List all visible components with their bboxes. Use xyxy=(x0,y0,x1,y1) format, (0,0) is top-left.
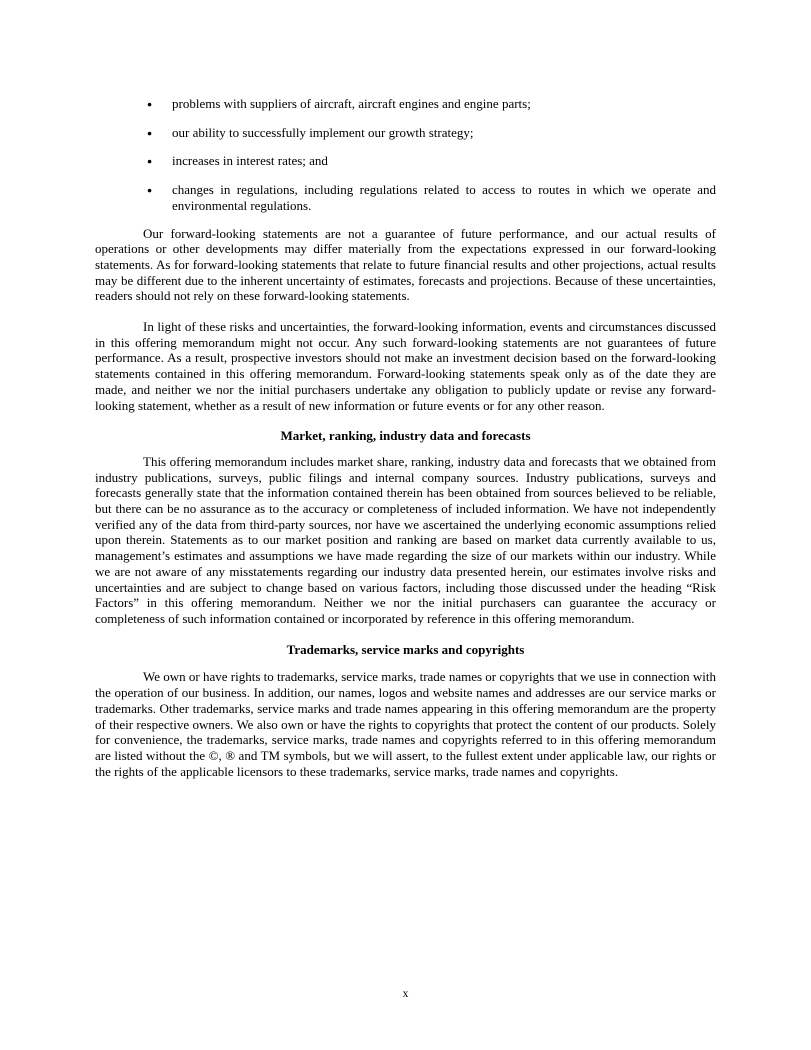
bullet-icon: ● xyxy=(147,99,153,109)
bullet-icon: ● xyxy=(147,156,153,167)
bullet-icon: ● xyxy=(147,185,153,196)
paragraph-market-ranking: This offering memorandum includes market share, ranking, industry data and forecasts that we obtained from industry publications, surveys, public filings and internal company sources. Industry publications, surveys and forecasts generally state that the information contained therein has been obtained from sources believed to be reliable, but there can be no assurance as to the accuracy or completeness of included information. We have not independently verified any of the data from third-party sources, nor have we ascertained the underlying economic assumptions relied upon therein. Statements as to our market position and ranking are based on market data currently available to us, management’s estimates and assumptions we have made regarding the size of our markets within our industry. While we are not aware of any misstatements regarding our industry data presented herein, our estimates involve risks and uncertainties and are subject to change based on various factors, including those discussed under the heading “Risk Factors” in this offering memorandum. Neither we nor the initial purchasers can guarantee the accuracy or completeness of such information contained or incorporated by reference in this offering memorandum. xyxy=(95,453,716,626)
list-item xyxy=(95,125,716,141)
paragraph-forward-looking-1: Our forward-looking statements are not a guarantee of future performance, and our actual results of operations or other developments may differ materially from the expectations expressed in our forward-looking statements. As for forward-looking statements that relate to future financial results and other projections, actual results may be different due to the inherent uncertainty of estimates, forecasts and projections. Because of these uncertainties, readers should not rely on these forward-looking statements. xyxy=(95,225,716,304)
bullet-list xyxy=(95,96,716,214)
list-item xyxy=(95,153,716,169)
section-heading-market-ranking: Market, ranking, industry data and forecasts xyxy=(280,428,531,444)
page-content xyxy=(95,96,716,794)
page-number: x xyxy=(402,988,409,1000)
bullet-text: increases in interest rates; and xyxy=(172,153,328,169)
bullet-text: changes in regulations, including regulations related to access to routes in which we operate and environmental regulations. xyxy=(172,182,716,213)
paragraph-forward-looking-2: In light of these risks and uncertainties, the forward-looking information, events and circumstances discussed in this offering memorandum might not occur. Any such forward-looking statements are not guarantees of future performance. As a result, prospective investors should not make an investment decision based on the forward-looking statements contained in this offering memorandum. Forward-looking statements speak only as of the date they are made, and neither we nor the initial purchasers undertake any obligation to publicly update or revise any forward-looking statement, whether as a result of new information or future events or for any other reason. xyxy=(95,319,716,413)
section-heading-trademarks: Trademarks, service marks and copyrights xyxy=(286,641,525,657)
bullet-text: problems with suppliers of aircraft, aircraft engines and engine parts; xyxy=(172,96,531,111)
list-item xyxy=(95,182,716,213)
paragraph-trademarks: We own or have rights to trademarks, service marks, trade names or copyrights that we use in connection with the operation of our business. In addition, our names, logos and website names and addresses are our service marks or trademarks. Other trademarks, service marks and trade names appearing in this offering memorandum are the property of their respective owners. We also own or have the rights to copyrights that protect the content of our products. Solely for convenience, the trademarks, service marks, trade names and copyrights referred to in this offering memorandum are listed without the ©, ® and TM symbols, but we will assert, to the fullest extent under applicable law, our rights or the rights of the applicable licensors to these trademarks, service marks, trade names and copyrights. xyxy=(95,669,716,779)
bullet-text: our ability to successfully implement our growth strategy; xyxy=(172,124,474,140)
list-item xyxy=(95,96,716,112)
bullet-icon: ● xyxy=(147,127,153,138)
